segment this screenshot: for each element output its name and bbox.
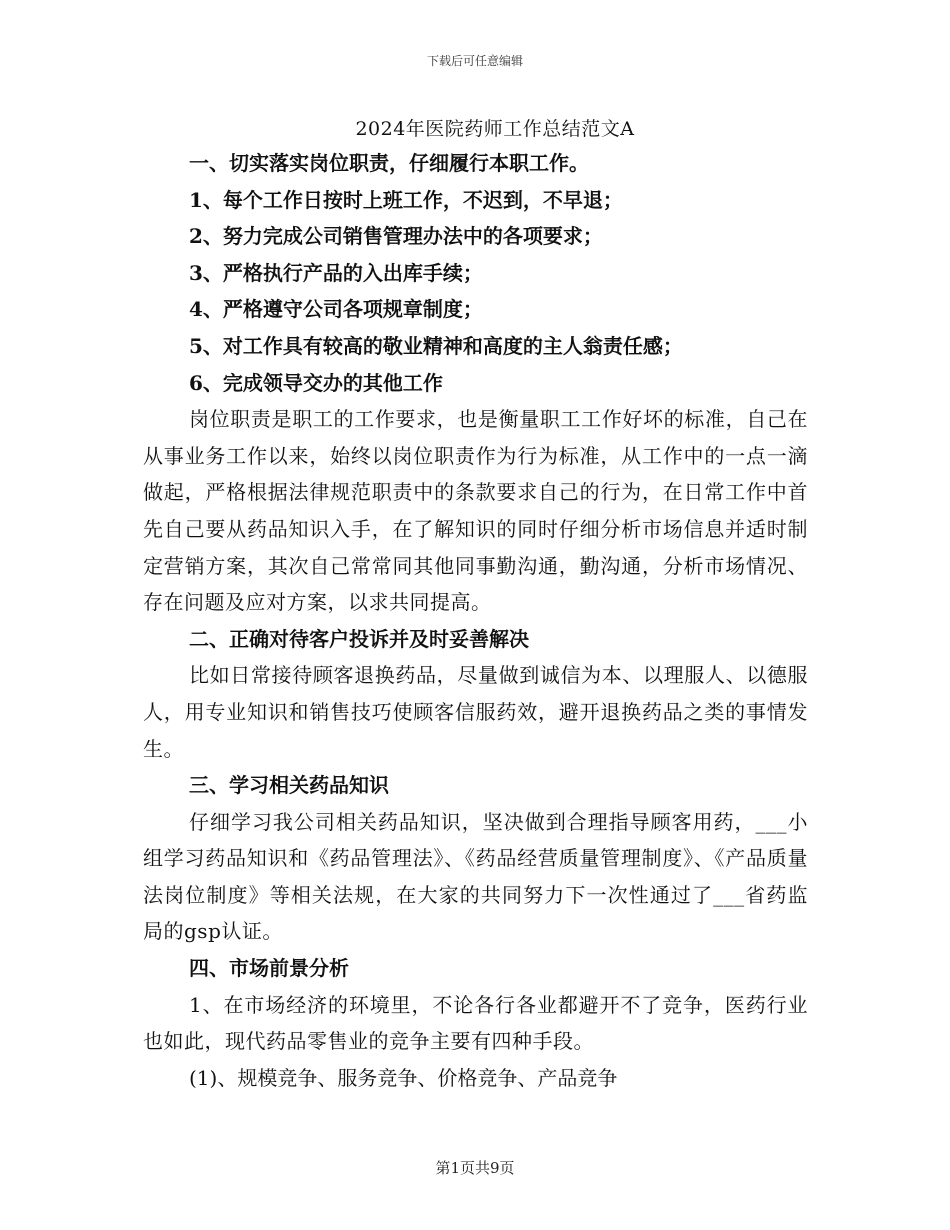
section-2-heading: 二、正确对待客户投诉并及时妥善解决 [189, 626, 529, 651]
header-note: 下载后可任意编辑 [426, 54, 523, 68]
section-4-heading: 四、市场前景分析 [189, 956, 349, 981]
document-title: 2024年医院药师工作总结范文A [355, 118, 635, 140]
section-1-item: 2、努力完成公司销售管理办法中的各项要求； [189, 224, 603, 249]
section-4-paragraph: 1、在市场经济的环境里，不论各行各业都避开不了竞争，医药行业也如此，现代药品零售业的竞争主要有四种手段。 [143, 992, 808, 1054]
section-1-item: 1、每个工作日按时上班工作，不迟到，不早退； [189, 187, 623, 212]
document-body [143, 145, 808, 1096]
section-1-heading: 一、切实落实岗位职责，仔细履行本职工作。 [189, 151, 589, 175]
section-1-item: 4、严格遵守公司各项规章制度； [189, 297, 483, 322]
section-3-heading: 三、学习相关药品知识 [189, 773, 389, 798]
section-1-item: 5、对工作具有较高的敬业精神和高度的主人翁责任感； [189, 333, 683, 358]
section-2-paragraph: 比如日常接待顾客退换药品，尽量做到诚信为本、以理服人、以德服人，用专业知识和销售技巧使顾客信服药效，避开退换药品之类的事情发生。 [143, 663, 808, 761]
section-1-item: 6、完成领导交办的其他工作 [189, 370, 443, 395]
section-1-paragraph: 岗位职责是职工的工作要求，也是衡量职工工作好坏的标准，自己在从事业务工作以来，始终以岗位职责作为行为标准，从工作中的一点一滴做起，严格根据法律规范职责中的条款要求自己的行为，在日常工作中首先自己要从药品知识入手，在了解知识的同时仔细分析市场信息并适时制定营销方案，其次自己常常同其他同事勤沟通，勤沟通，分析市场情况、存在问题及应对方案，以求共同提高。 [143, 407, 808, 615]
section-3-paragraph: 仔细学习我公司相关药品知识，坚决做到合理指导顾客用药，___小组学习药品知识和《药品管理法》、《药品经营质量管理制度》、《产品质量法岗位制度》等相关法规，在大家的共同努力下一次性通过了___省药监局的gsp认证。 [143, 809, 808, 944]
section-1-item: 3、严格执行产品的入出库手续； [189, 260, 483, 285]
page-number: 第1页共9页 [435, 1159, 515, 1177]
section-4-sub-item: (1)、规模竞争、服务竞争、价格竞争、产品竞争 [189, 1065, 618, 1090]
